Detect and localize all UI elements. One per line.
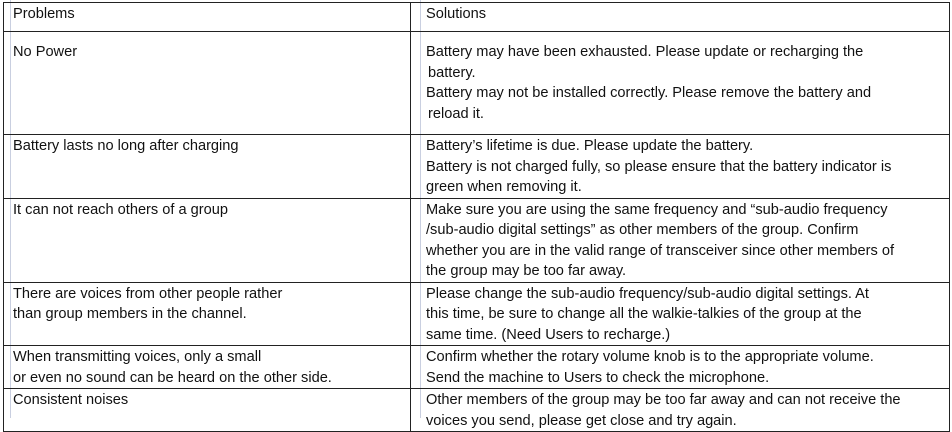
solution-cell	[411, 32, 950, 135]
problem-cell	[4, 389, 411, 432]
table-row	[4, 198, 950, 282]
table-row	[4, 389, 950, 432]
solution-line: whether you are in the valid range of transceiver since other members of	[426, 242, 895, 259]
solution-line: Other members of the group may be too far away and can not receive the	[426, 392, 901, 408]
solution-line: this time, be sure to change all the walkie-talkies of the group at the	[426, 306, 862, 322]
header-solutions: Solutions	[411, 3, 950, 32]
solution-line: reload it.	[428, 105, 484, 122]
solution-line: Confirm whether the rotary volume knob is to the appropriate volume.	[426, 349, 874, 365]
header-problems: Problems	[4, 3, 411, 32]
problem-line: than group members in the channel.	[13, 306, 247, 322]
solution-line: Battery’s lifetime is due. Please update the battery.	[426, 138, 754, 154]
problem-cell	[4, 32, 411, 135]
solution-line: Battery is not charged fully, so please ensure that the battery indicator is	[426, 158, 892, 175]
solution-line: Send the machine to Users to check the microphone.	[426, 369, 770, 386]
solution-line: voices you send, please get close and try again.	[426, 412, 737, 429]
table-row	[4, 32, 950, 135]
solution-line: Battery may not be installed correctly. Please remove the battery and	[426, 85, 872, 101]
problem-line: No Power	[13, 44, 78, 60]
solution-cell	[411, 346, 950, 389]
solution-line: Make sure you are using the same frequency and “sub-audio frequency	[426, 201, 888, 218]
solution-line: /sub-audio digital settings” as other members of the group. Confirm	[426, 222, 859, 238]
solution-line: same time. (Need Users to recharge.)	[426, 326, 671, 343]
problem-line: There are voices from other people rather	[13, 285, 283, 302]
solution-cell	[411, 198, 950, 282]
problem-cell	[4, 135, 411, 199]
problem-line: Battery lasts no long after charging	[13, 138, 239, 154]
troubleshooting-table	[3, 2, 950, 432]
solution-line: Please change the sub-audio frequency/sub-audio digital settings. At	[426, 285, 869, 302]
table-row	[4, 282, 950, 346]
solution-line: battery.	[428, 64, 476, 81]
problem-cell	[4, 346, 411, 389]
table-row	[4, 346, 950, 389]
table-row	[4, 135, 950, 199]
problem-line: Consistent noises	[13, 392, 129, 408]
solution-cell	[411, 282, 950, 346]
solution-line: Battery may have been exhausted. Please update or recharging the	[426, 44, 864, 60]
problem-cell	[4, 282, 411, 346]
problem-cell	[4, 198, 411, 282]
solution-cell	[411, 135, 950, 199]
solution-line: green when removing it.	[426, 179, 582, 195]
problem-line: It can not reach others of a group	[13, 201, 228, 218]
problem-line: When transmitting voices, only a small	[13, 349, 262, 365]
problem-line: or even no sound can be heard on the other side.	[13, 369, 332, 386]
solution-line: the group may be too far away.	[426, 263, 627, 279]
header-row	[4, 3, 950, 32]
solution-cell	[411, 389, 950, 432]
